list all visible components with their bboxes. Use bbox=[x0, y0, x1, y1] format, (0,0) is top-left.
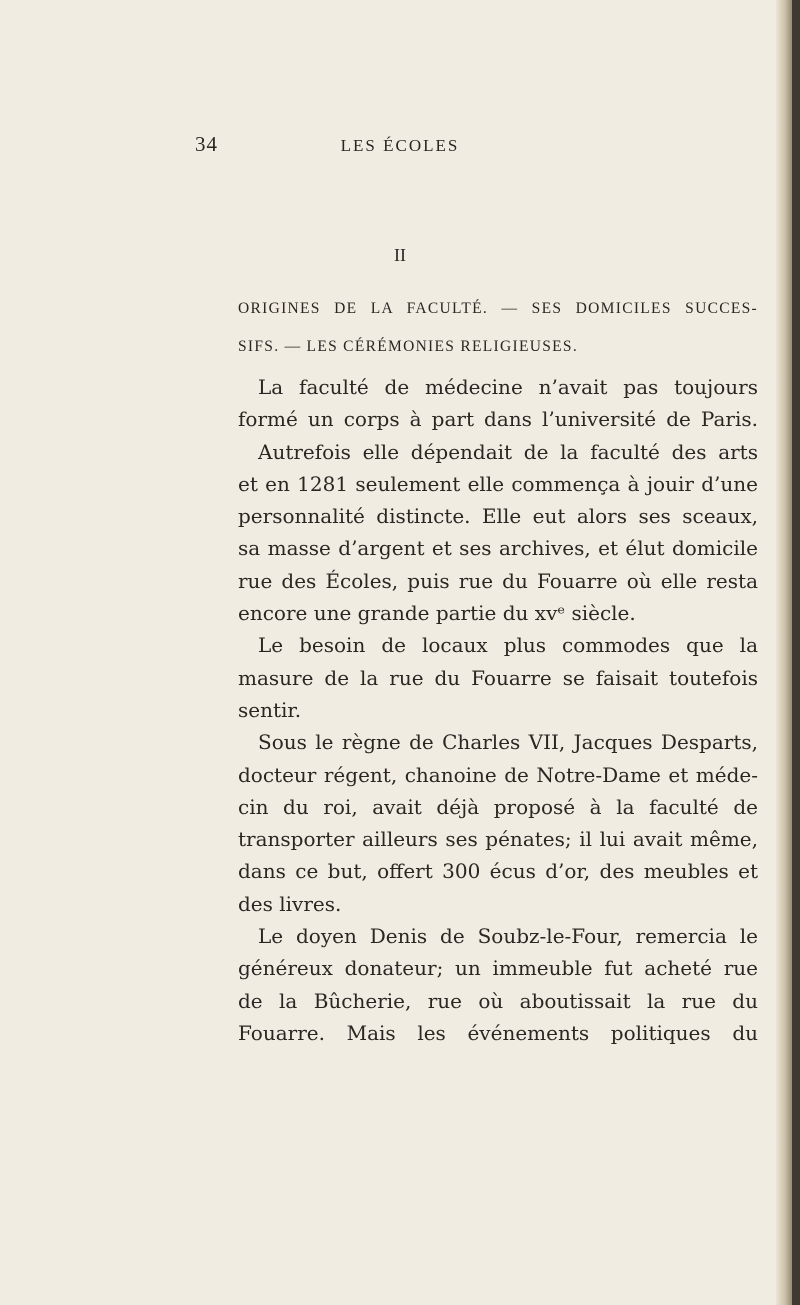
section-heading-line: SIFS. — LES CÉRÉMONIES RELIGIEUSES. bbox=[238, 338, 579, 355]
text-line: des livres. bbox=[238, 891, 342, 916]
text-line: Autrefois elle dépendait de la faculté des arts bbox=[258, 439, 758, 464]
text-line: Le besoin de locaux plus commodes que la bbox=[258, 633, 758, 658]
page-edge-dark bbox=[792, 0, 800, 1305]
text-line: généreux donateur; un immeuble fut acheté rue bbox=[238, 956, 758, 981]
text-line: formé un corps à part dans l’université de Paris. bbox=[238, 407, 758, 432]
text-line: transporter ailleurs ses pénates; il lui avait même, bbox=[238, 827, 758, 852]
text-line: personnalité distincte. Elle eut alors ses sceaux, bbox=[238, 504, 758, 529]
page-number: 34 bbox=[195, 132, 218, 156]
text-line: sentir. bbox=[238, 697, 302, 722]
text-line: Fouarre. Mais les événements politiques du bbox=[238, 1020, 758, 1045]
section-heading-line: ORIGINES DE LA FACULTÉ. — SES DOMICILES SUCCES- bbox=[238, 300, 758, 317]
section-heading bbox=[238, 290, 758, 366]
text-line: dans ce but, offert 300 écus d’or, des meubles et bbox=[238, 859, 758, 884]
running-title: LES ÉCOLES bbox=[340, 136, 460, 155]
text-line: cin du roi, avait déjà proposé à la faculté de bbox=[238, 794, 758, 819]
body-text bbox=[238, 371, 758, 1049]
text-line: Sous le règne de Charles VII, Jacques Desparts, bbox=[258, 730, 758, 755]
text-line: Le doyen Denis de Soubz-le-Four, remercia le bbox=[258, 924, 758, 949]
section-number: II bbox=[394, 245, 406, 265]
text-line: docteur régent, chanoine de Notre-Dame et méde- bbox=[238, 762, 758, 787]
text-line: masure de la rue du Fouarre se faisait toutefois bbox=[238, 665, 758, 690]
text-line: de la Bûcherie, rue où aboutissait la rue du bbox=[238, 988, 758, 1013]
text-line: rue des Écoles, puis rue du Fouarre où elle resta bbox=[238, 568, 758, 593]
text-line: encore une grande partie du xvᵉ siècle. bbox=[238, 601, 636, 626]
text-line: et en 1281 seulement elle commença à jouir d’une bbox=[238, 471, 758, 496]
page-header bbox=[0, 132, 800, 162]
text-line: La faculté de médecine n’avait pas toujours bbox=[258, 375, 758, 399]
text-line: sa masse d’argent et ses archives, et élut domicile bbox=[238, 536, 758, 561]
